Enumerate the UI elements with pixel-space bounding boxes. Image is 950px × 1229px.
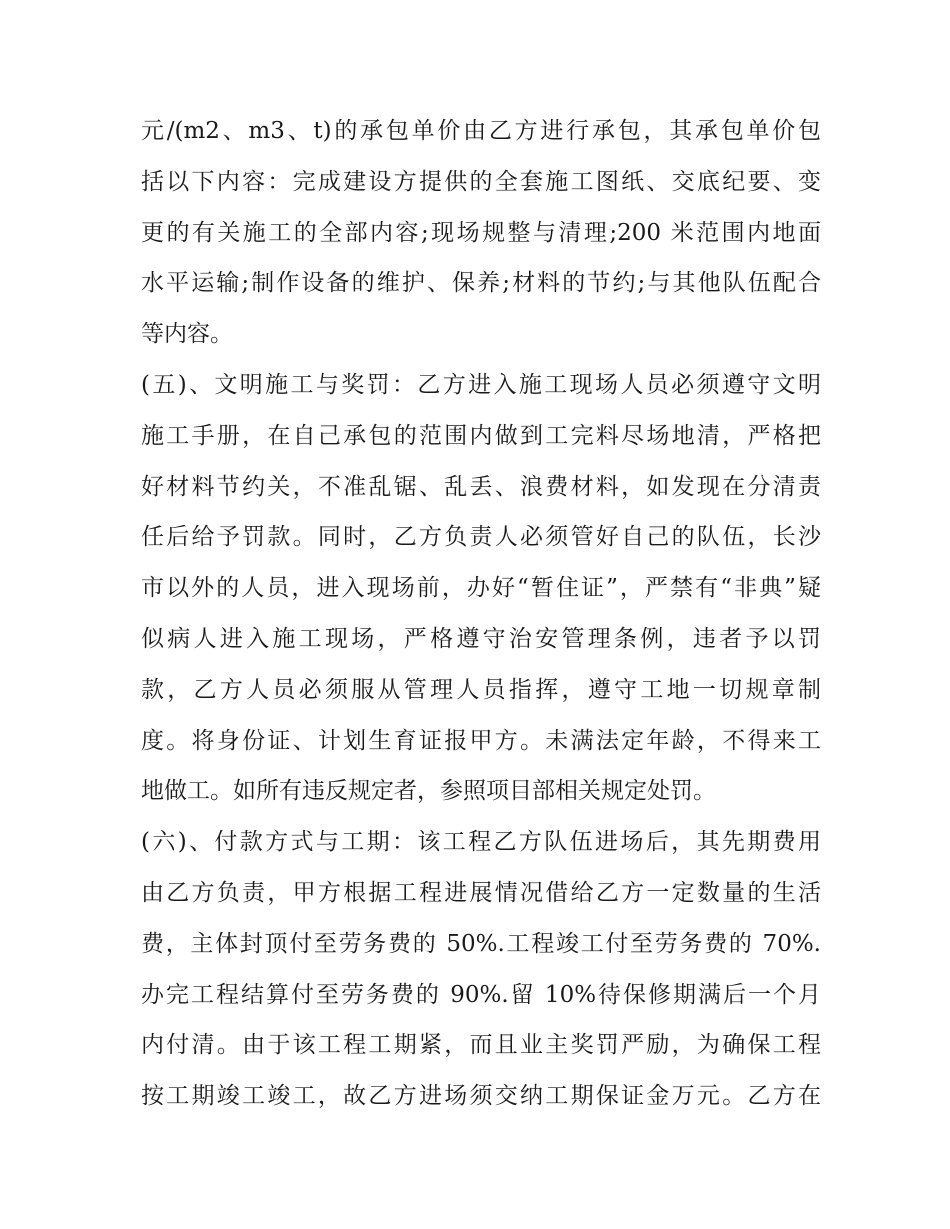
text-line: 括以下内容：完成建设方提供的全套施工图纸、交底纪要、变 xyxy=(141,168,821,195)
text-line: 施工手册，在自己承包的范围内做到工完料尽场地清，严格把 xyxy=(141,422,821,449)
text-line: 按工期竣工竣工，故乙方进场须交纳工期保证金万元。乙方在 xyxy=(141,1083,821,1110)
text-line: 更的有关施工的全部内容;现场规整与清理;200 米范围内地面 xyxy=(141,219,821,246)
text-line: 费，主体封顶付至劳务费的 50%.工程竣工付至劳务费的 70%. xyxy=(141,930,821,957)
text-line: 度。将身份证、计划生育证报甲方。未满法定年龄，不得来工 xyxy=(141,727,821,754)
text-line: 市以外的人员，进入现场前，办好“暂住证”，严禁有“非典”疑 xyxy=(141,575,821,602)
text-line: (五)、文明施工与奖罚：乙方进入施工现场人员必须遵守文明 xyxy=(141,371,821,398)
text-line: (六)、付款方式与工期：该工程乙方队伍进场后，其先期费用 xyxy=(141,829,821,856)
text-line: 款，乙方人员必须服从管理人员指挥，遵守工地一切规章制 xyxy=(141,676,821,703)
text-line: 办完工程结算付至劳务费的 90%.留 10%待保修期满后一个月 xyxy=(141,981,821,1008)
text-line: 任后给予罚款。同时，乙方负责人必须管好自己的队伍，长沙 xyxy=(141,524,821,551)
document-body xyxy=(141,106,821,1122)
text-line: 元/(m2、m3、t)的承包单价由乙方进行承包，其承包单价包 xyxy=(141,118,821,144)
text-line: 地做工。如所有违反规定者，参照项目部相关规定处罚。 xyxy=(141,778,716,805)
text-line: 由乙方负责，甲方根据工程进展情况借给乙方一定数量的生活 xyxy=(141,879,821,906)
text-line: 等内容。 xyxy=(141,321,233,348)
text-line: 好材料节约关，不准乱锯、乱丢、浪费材料，如发现在分清责 xyxy=(141,473,821,500)
text-line: 水平运输;制作设备的维护、保养;材料的节约;与其他队伍配合 xyxy=(141,270,821,297)
text-line: 内付清。由于该工程工期紧，而且业主奖罚严励，为确保工程 xyxy=(141,1032,821,1059)
text-line: 似病人进入施工现场，严格遵守治安管理条例，违者予以罚 xyxy=(141,625,821,652)
